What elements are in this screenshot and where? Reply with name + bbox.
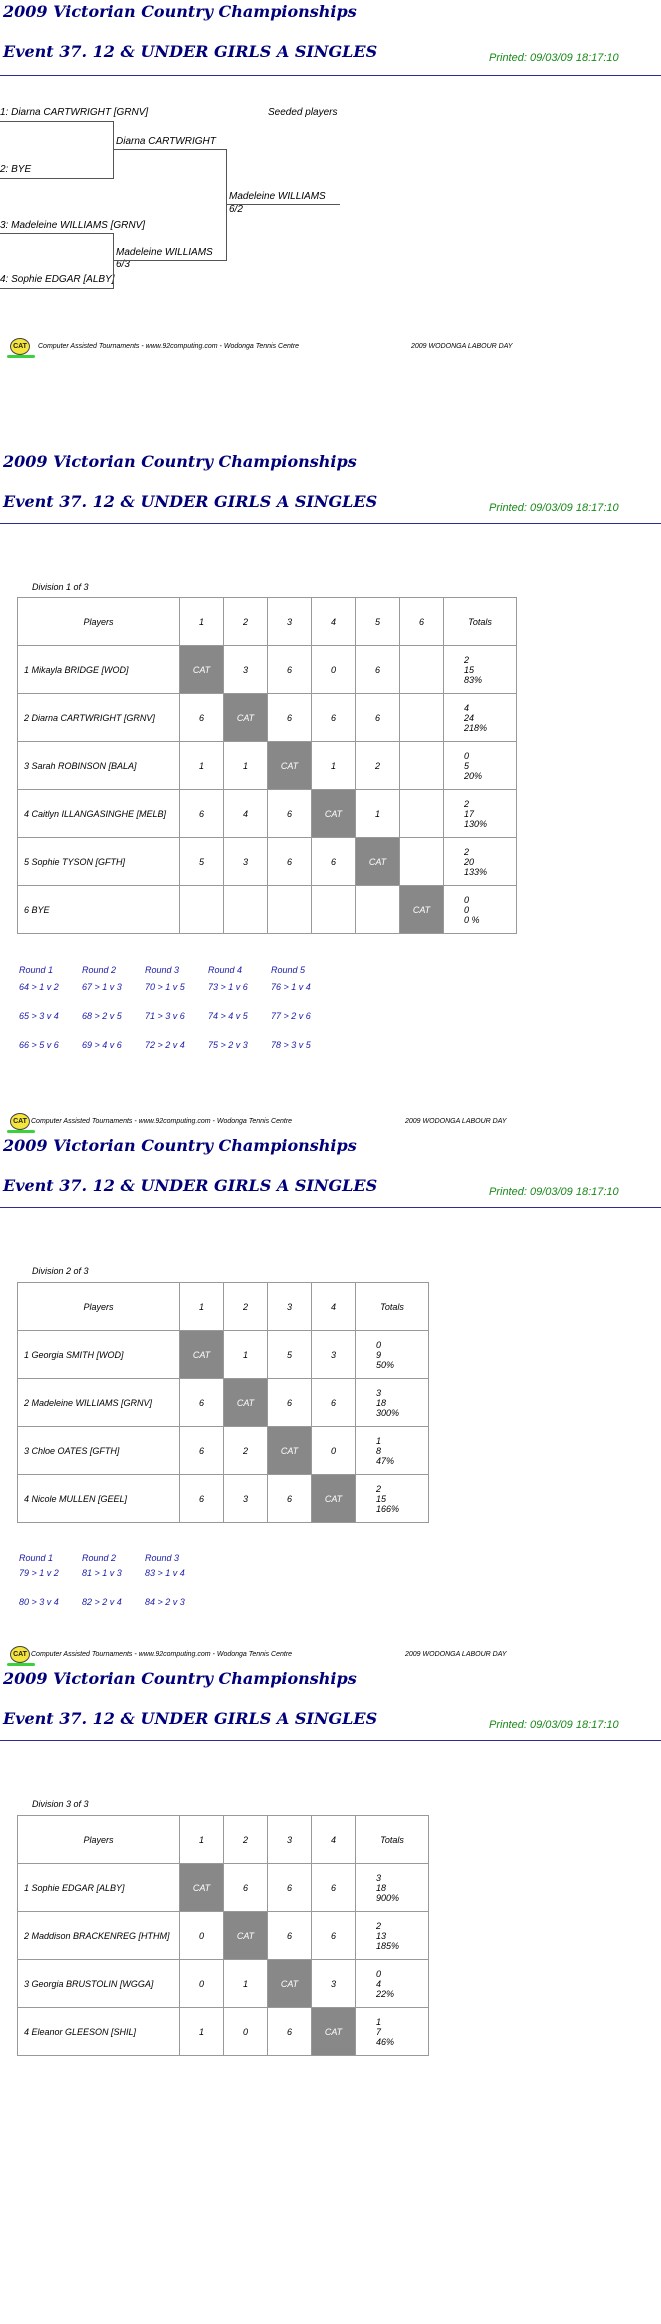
score-cell <box>400 742 444 790</box>
player-name: 5 Sophie TYSON [GFTH] <box>18 838 180 886</box>
score-cell: 3 <box>312 1960 356 2008</box>
header-col: 1 <box>180 1816 224 1864</box>
cat-logo-underline <box>7 1663 35 1666</box>
draw-r1-player-1: 1: Diarna CARTWRIGHT [GRNV] <box>0 107 149 118</box>
header-col: 2 <box>224 598 268 646</box>
total-wins: 2 <box>464 654 470 665</box>
total-games: 0 <box>464 904 470 915</box>
score-cell <box>400 646 444 694</box>
score-cell: 6 <box>312 1912 356 1960</box>
round-3-schedule <box>145 965 185 1050</box>
total-games: 15 <box>376 1493 387 1504</box>
table-row <box>18 1912 429 1960</box>
total-percent: 83% <box>464 674 483 685</box>
match-entry: 72 > 2 v 4 <box>145 1040 185 1050</box>
score-cell: 6 <box>268 1864 312 1912</box>
score-cell: 2 <box>356 742 400 790</box>
score-cell: CAT <box>180 1864 224 1912</box>
score-cell: 3 <box>224 646 268 694</box>
score-cell: 0 <box>180 1960 224 2008</box>
round-1-schedule <box>19 965 59 1050</box>
table-row <box>18 1379 429 1427</box>
total-wins: 2 <box>464 798 470 809</box>
total-percent: 50% <box>376 1359 395 1370</box>
match-entry: 71 > 3 v 6 <box>145 1011 185 1021</box>
draw-r1-player-3: 3: Madeleine WILLIAMS [GRNV] <box>0 220 146 231</box>
player-name: 4 Caitlyn ILLANGASINGHE [MELB] <box>18 790 180 838</box>
draw-final-player: Madeleine WILLIAMS <box>229 191 326 202</box>
totals-cell <box>356 1331 429 1379</box>
bracket-line-r1-top <box>0 121 114 179</box>
total-percent: 46% <box>376 2036 395 2047</box>
table-row <box>18 694 517 742</box>
match-entry: 76 > 1 v 4 <box>271 982 311 992</box>
total-percent: 900% <box>376 1892 400 1903</box>
score-cell: 1 <box>180 742 224 790</box>
round-label: Round 4 <box>208 965 243 975</box>
totals-cell <box>356 2008 429 2056</box>
event-title: Event 37. 12 & UNDER GIRLS A SINGLES <box>3 42 378 61</box>
score-cell <box>400 694 444 742</box>
table-row <box>18 790 517 838</box>
score-cell: 1 <box>312 742 356 790</box>
score-cell: 6 <box>312 694 356 742</box>
score-cell: CAT <box>224 694 268 742</box>
player-name: 2 Madeleine WILLIAMS [GRNV] <box>18 1379 180 1427</box>
round-1-schedule <box>19 1553 59 1607</box>
header-players: Players <box>18 598 180 646</box>
cat-logo <box>10 338 35 358</box>
header-col: 1 <box>180 598 224 646</box>
total-wins: 1 <box>376 1435 382 1446</box>
total-wins: 3 <box>376 1387 382 1398</box>
total-games: 9 <box>376 1349 382 1360</box>
score-cell <box>400 790 444 838</box>
header-col: 4 <box>312 1816 356 1864</box>
table-row <box>18 838 517 886</box>
score-cell: 6 <box>268 694 312 742</box>
score-cell <box>312 886 356 934</box>
round-label: Round 1 <box>19 965 54 975</box>
score-cell: CAT <box>312 1475 356 1523</box>
header-col: 3 <box>268 598 312 646</box>
total-games: 8 <box>376 1445 382 1456</box>
match-entry: 83 > 1 v 4 <box>145 1568 185 1578</box>
total-wins: 0 <box>376 1968 382 1979</box>
score-cell: 6 <box>180 1475 224 1523</box>
score-cell: 4 <box>224 790 268 838</box>
score-cell: 1 <box>224 1960 268 2008</box>
total-games: 15 <box>464 664 475 675</box>
total-percent: 20% <box>464 770 483 781</box>
total-games: 18 <box>376 1397 387 1408</box>
division-1-table <box>17 597 517 934</box>
header-totals: Totals <box>356 1816 429 1864</box>
table-row <box>18 1427 429 1475</box>
score-cell: 1 <box>224 1331 268 1379</box>
totals-cell <box>444 646 517 694</box>
score-cell: 6 <box>312 1379 356 1427</box>
bracket-line-r2 <box>113 149 227 261</box>
header-col: 2 <box>224 1283 268 1331</box>
table-row <box>18 742 517 790</box>
footer-event-name: 2009 WODONGA LABOUR DAY <box>411 343 513 350</box>
header-col: 4 <box>312 1283 356 1331</box>
draw-r1-player-2: 2: BYE <box>0 164 32 175</box>
match-entry: 79 > 1 v 2 <box>19 1568 59 1578</box>
round-label: Round 5 <box>271 965 306 975</box>
score-cell: 6 <box>268 646 312 694</box>
header-totals: Totals <box>356 1283 429 1331</box>
header-col: 5 <box>356 598 400 646</box>
cat-logo-underline <box>7 355 35 358</box>
totals-cell <box>444 838 517 886</box>
total-games: 7 <box>376 2026 382 2037</box>
score-cell: CAT <box>268 1960 312 2008</box>
draw-r2-player-2: Madeleine WILLIAMS <box>116 247 213 258</box>
total-wins: 2 <box>464 846 470 857</box>
total-games: 4 <box>376 1978 382 1989</box>
score-cell: CAT <box>312 2008 356 2056</box>
header-col: 3 <box>268 1283 312 1331</box>
table-row <box>18 2008 429 2056</box>
cat-logo-badge: CAT <box>10 1646 30 1663</box>
table-row <box>18 1475 429 1523</box>
score-cell: 6 <box>268 2008 312 2056</box>
draw-r1-player-4: 4: Sophie EDGAR [ALBY] <box>0 274 115 285</box>
score-cell: 6 <box>268 1475 312 1523</box>
round-2-schedule <box>82 965 122 1050</box>
player-name: 3 Chloe OATES [GFTH] <box>18 1427 180 1475</box>
championship-title: 2009 Victorian Country Championships <box>3 1669 357 1688</box>
score-cell: CAT <box>400 886 444 934</box>
score-cell: CAT <box>312 790 356 838</box>
score-cell: 6 <box>356 694 400 742</box>
draw-final-score: 6/2 <box>229 204 243 215</box>
total-percent: 22% <box>376 1988 395 1999</box>
total-wins: 4 <box>464 702 470 713</box>
footer-text: Computer Assisted Tournaments - www.92computing.com - Wodonga Tennis Centre <box>31 1118 293 1125</box>
score-cell: 6 <box>224 1864 268 1912</box>
total-games: 20 <box>464 856 475 867</box>
round-label: Round 2 <box>82 965 117 975</box>
round-label: Round 1 <box>19 1553 54 1563</box>
score-cell: CAT <box>224 1912 268 1960</box>
total-wins: 2 <box>376 1483 382 1494</box>
printed-timestamp: Printed: 09/03/09 18:17:10 <box>489 52 619 64</box>
player-name: 1 Sophie EDGAR [ALBY] <box>18 1864 180 1912</box>
totals-cell <box>444 886 517 934</box>
total-percent: 133% <box>464 866 488 877</box>
round-label: Round 3 <box>145 1553 180 1563</box>
totals-cell <box>356 1960 429 2008</box>
total-wins: 2 <box>376 1920 382 1931</box>
score-cell: 6 <box>180 694 224 742</box>
match-entry: 81 > 1 v 3 <box>82 1568 122 1578</box>
totals-cell <box>444 742 517 790</box>
division-1-label: Division 1 of 3 <box>32 582 89 592</box>
table-header-row <box>18 598 517 646</box>
total-wins: 3 <box>376 1872 382 1883</box>
draw-r2-score-2: 6/3 <box>116 259 130 270</box>
score-cell: 5 <box>268 1331 312 1379</box>
cat-logo-badge: CAT <box>10 338 30 355</box>
table-row <box>18 1331 429 1379</box>
total-percent: 185% <box>376 1940 400 1951</box>
player-name: 1 Georgia SMITH [WOD] <box>18 1331 180 1379</box>
score-cell: CAT <box>224 1379 268 1427</box>
match-entry: 67 > 1 v 3 <box>82 982 122 992</box>
event-title: Event 37. 12 & UNDER GIRLS A SINGLES <box>3 1176 378 1195</box>
score-cell: 0 <box>180 1912 224 1960</box>
score-cell <box>224 886 268 934</box>
printed-timestamp: Printed: 09/03/09 18:17:10 <box>489 1186 619 1198</box>
header-rule <box>0 75 661 76</box>
total-games: 17 <box>464 808 475 819</box>
total-percent: 47% <box>376 1455 395 1466</box>
total-games: 24 <box>464 712 475 723</box>
event-title: Event 37. 12 & UNDER GIRLS A SINGLES <box>3 492 378 511</box>
table-header-row <box>18 1283 429 1331</box>
score-cell: CAT <box>268 1427 312 1475</box>
header-rule <box>0 523 661 524</box>
score-cell: 0 <box>224 2008 268 2056</box>
player-name: 4 Nicole MULLEN [GEEL] <box>18 1475 180 1523</box>
score-cell <box>268 886 312 934</box>
score-cell: CAT <box>180 1331 224 1379</box>
totals-cell <box>356 1475 429 1523</box>
score-cell <box>180 886 224 934</box>
score-cell: 6 <box>312 1864 356 1912</box>
total-percent: 0 % <box>464 914 480 925</box>
header-col: 6 <box>400 598 444 646</box>
round-2-schedule <box>82 1553 122 1607</box>
player-name: 3 Sarah ROBINSON [BALA] <box>18 742 180 790</box>
match-entry: 66 > 5 v 6 <box>19 1040 59 1050</box>
match-entry: 65 > 3 v 4 <box>19 1011 59 1021</box>
score-cell: 1 <box>224 742 268 790</box>
score-cell <box>400 838 444 886</box>
total-wins: 0 <box>464 894 470 905</box>
total-percent: 218% <box>464 722 488 733</box>
total-percent: 130% <box>464 818 488 829</box>
cat-logo-badge: CAT <box>10 1113 30 1130</box>
match-entry: 82 > 2 v 4 <box>82 1597 122 1607</box>
total-games: 13 <box>376 1930 387 1941</box>
header-col: 4 <box>312 598 356 646</box>
score-cell: 3 <box>224 1475 268 1523</box>
round-label: Round 3 <box>145 965 180 975</box>
division-2-table <box>17 1282 429 1523</box>
footer-text: Computer Assisted Tournaments - www.92computing.com - Wodonga Tennis Centre <box>31 1651 293 1658</box>
division-3-label: Division 3 of 3 <box>32 1799 89 1809</box>
division-2-label: Division 2 of 3 <box>32 1266 89 1276</box>
player-name: 4 Eleanor GLEESON [SHIL] <box>18 2008 180 2056</box>
totals-cell <box>444 694 517 742</box>
table-row <box>18 646 517 694</box>
total-wins: 1 <box>376 2016 382 2027</box>
match-entry: 78 > 3 v 5 <box>271 1040 311 1050</box>
match-entry: 74 > 4 v 5 <box>208 1011 248 1021</box>
player-name: 3 Georgia BRUSTOLIN [WGGA] <box>18 1960 180 2008</box>
round-3-schedule <box>145 1553 185 1607</box>
bracket-line-final <box>226 204 340 205</box>
header-col: 1 <box>180 1283 224 1331</box>
match-entry: 84 > 2 v 3 <box>145 1597 185 1607</box>
player-name: 1 Mikayla BRIDGE [WOD] <box>18 646 180 694</box>
footer-event-name: 2009 WODONGA LABOUR DAY <box>405 1651 507 1658</box>
division-3-table <box>17 1815 429 2056</box>
match-entry: 75 > 2 v 3 <box>208 1040 248 1050</box>
header-rule <box>0 1207 661 1208</box>
cat-logo-underline <box>7 1130 35 1133</box>
score-cell: 6 <box>312 838 356 886</box>
round-5-schedule <box>271 965 311 1050</box>
total-percent: 166% <box>376 1503 400 1514</box>
event-title: Event 37. 12 & UNDER GIRLS A SINGLES <box>3 1709 378 1728</box>
totals-cell <box>356 1379 429 1427</box>
totals-cell <box>356 1864 429 1912</box>
score-cell: CAT <box>268 742 312 790</box>
match-entry: 69 > 4 v 6 <box>82 1040 122 1050</box>
score-cell: 0 <box>312 1427 356 1475</box>
totals-cell <box>444 790 517 838</box>
header-totals: Totals <box>444 598 517 646</box>
player-name: 2 Maddison BRACKENREG [HTHM] <box>18 1912 180 1960</box>
score-cell: 6 <box>356 646 400 694</box>
championship-title: 2009 Victorian Country Championships <box>3 1136 357 1155</box>
match-entry: 80 > 3 v 4 <box>19 1597 59 1607</box>
score-cell: 1 <box>180 2008 224 2056</box>
total-games: 5 <box>464 760 470 771</box>
total-games: 18 <box>376 1882 387 1893</box>
match-entry: 64 > 1 v 2 <box>19 982 59 992</box>
score-cell: 3 <box>224 838 268 886</box>
totals-cell <box>356 1912 429 1960</box>
draw-r2-player-1: Diarna CARTWRIGHT <box>116 136 216 147</box>
score-cell: 6 <box>180 790 224 838</box>
header-players: Players <box>18 1283 180 1331</box>
printed-timestamp: Printed: 09/03/09 18:17:10 <box>489 502 619 514</box>
printed-timestamp: Printed: 09/03/09 18:17:10 <box>489 1719 619 1731</box>
player-name: 2 Diarna CARTWRIGHT [GRNV] <box>18 694 180 742</box>
championship-title: 2009 Victorian Country Championships <box>3 2 357 21</box>
score-cell: 5 <box>180 838 224 886</box>
match-entry: 77 > 2 v 6 <box>271 1011 311 1021</box>
table-header-row <box>18 1816 429 1864</box>
round-4-schedule <box>208 965 248 1050</box>
header-col: 3 <box>268 1816 312 1864</box>
match-entry: 73 > 1 v 6 <box>208 982 248 992</box>
bracket-line-r1-bottom <box>0 233 114 289</box>
footer-text: Computer Assisted Tournaments - www.92computing.com - Wodonga Tennis Centre <box>38 343 300 350</box>
championship-title: 2009 Victorian Country Championships <box>3 452 357 471</box>
score-cell: 6 <box>268 1379 312 1427</box>
score-cell: 0 <box>312 646 356 694</box>
header-players: Players <box>18 1816 180 1864</box>
player-name: 6 BYE <box>18 886 180 934</box>
total-wins: 0 <box>376 1339 382 1350</box>
score-cell: 1 <box>356 790 400 838</box>
footer-event-name: 2009 WODONGA LABOUR DAY <box>405 1118 507 1125</box>
score-cell: 6 <box>268 1912 312 1960</box>
score-cell: 2 <box>224 1427 268 1475</box>
score-cell: 3 <box>312 1331 356 1379</box>
totals-cell <box>356 1427 429 1475</box>
score-cell <box>356 886 400 934</box>
total-percent: 300% <box>376 1407 400 1418</box>
score-cell: CAT <box>180 646 224 694</box>
header-rule <box>0 1740 661 1741</box>
score-cell: 6 <box>268 790 312 838</box>
score-cell: 6 <box>180 1379 224 1427</box>
table-row <box>18 886 517 934</box>
match-entry: 68 > 2 v 5 <box>82 1011 122 1021</box>
header-col: 2 <box>224 1816 268 1864</box>
round-label: Round 2 <box>82 1553 117 1563</box>
total-wins: 0 <box>464 750 470 761</box>
table-row <box>18 1864 429 1912</box>
score-cell: 6 <box>268 838 312 886</box>
score-cell: 6 <box>180 1427 224 1475</box>
score-cell: CAT <box>356 838 400 886</box>
table-row <box>18 1960 429 2008</box>
seeded-players-label: Seeded players <box>268 107 338 118</box>
match-entry: 70 > 1 v 5 <box>145 982 185 992</box>
